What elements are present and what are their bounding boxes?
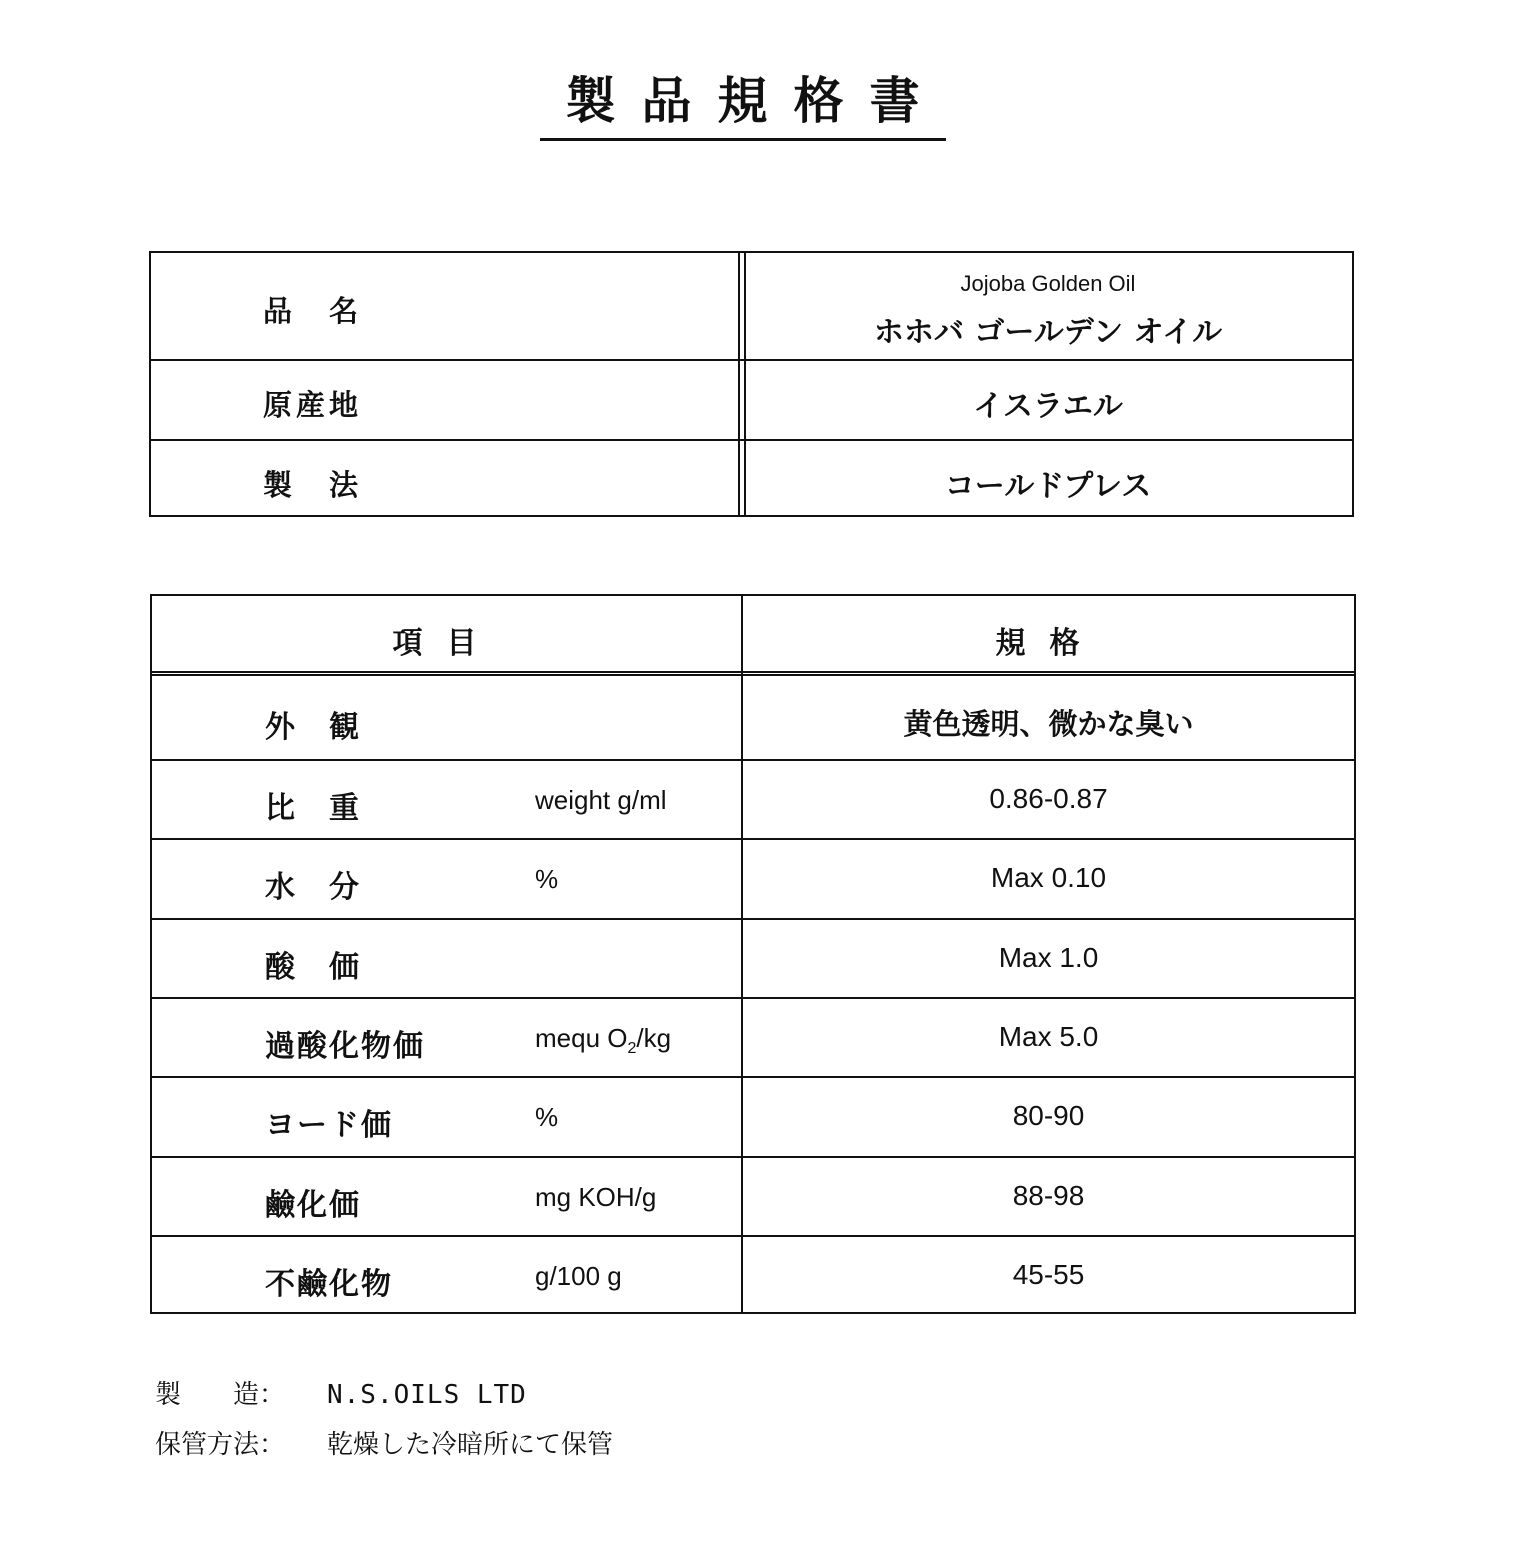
info-row-product-name xyxy=(151,253,1352,359)
spec-table-header xyxy=(152,596,1354,676)
spec-row-peroxide-value xyxy=(152,997,1354,1076)
spec-row-moisture xyxy=(152,838,1354,917)
spec-value: 0.86-0.87 xyxy=(989,783,1108,814)
spec-value: Max 1.0 xyxy=(998,942,1099,973)
manufacturer-label: 製 造： xyxy=(155,1380,286,1410)
spec-value: Max 0.10 xyxy=(990,862,1107,893)
spec-value: Max 5.0 xyxy=(998,1021,1099,1052)
header-spec: 規格 xyxy=(995,626,1104,661)
page-title-text: 製品規格書 xyxy=(540,66,946,141)
spec-row-acid-value xyxy=(152,918,1354,997)
spec-row-iodine-value xyxy=(152,1076,1354,1155)
spec-row-specific-gravity xyxy=(152,759,1354,838)
spec-unit-pre: mequ O xyxy=(535,1023,628,1053)
spec-name: 外 観 xyxy=(265,710,361,745)
spec-unit xyxy=(535,1023,671,1058)
product-name-jp: ホホバ ゴールデン オイル xyxy=(873,315,1223,350)
spec-name: 過酸化物価 xyxy=(265,1029,425,1064)
spec-name: 酸 価 xyxy=(265,950,361,985)
spec-value: 45-55 xyxy=(1012,1259,1085,1290)
method-value: コールドプレス xyxy=(944,469,1152,504)
spec-unit: % xyxy=(535,864,559,894)
spec-unit: mg KOH/g xyxy=(535,1182,657,1212)
spec-table xyxy=(150,594,1356,1314)
page-title xyxy=(0,66,1485,141)
spec-name: 不鹼化物 xyxy=(265,1267,393,1302)
spec-name: ヨード価 xyxy=(265,1108,393,1143)
storage-label: 保管方法： xyxy=(155,1430,286,1460)
spec-name: 比 重 xyxy=(265,791,361,826)
product-name-en: Jojoba Golden Oil xyxy=(960,271,1136,296)
product-info-table xyxy=(149,251,1354,517)
spec-row-appearance xyxy=(152,680,1354,759)
spec-unit-sub: 2 xyxy=(627,1040,637,1058)
product-name-label: 品 名 xyxy=(263,294,363,328)
spec-row-saponification-value xyxy=(152,1156,1354,1235)
spec-value: 80-90 xyxy=(1012,1100,1085,1131)
spec-value: 黄色透明、微かな臭い xyxy=(903,707,1194,741)
spec-row-unsaponifiable xyxy=(152,1235,1354,1314)
spec-unit: % xyxy=(535,1102,559,1132)
spec-unit-post: /kg xyxy=(636,1023,672,1053)
spec-name: 鹼化価 xyxy=(265,1188,361,1223)
info-row-method xyxy=(151,439,1352,517)
method-label: 製 法 xyxy=(263,468,363,502)
manufacturer-value: N.S.OILS LTD xyxy=(327,1380,527,1410)
spec-unit: g/100 g xyxy=(535,1261,622,1291)
spec-value: 88-98 xyxy=(1012,1180,1085,1211)
spec-name: 水 分 xyxy=(265,870,361,905)
origin-label: 原産地 xyxy=(263,388,363,422)
header-item: 項目 xyxy=(392,626,501,661)
storage-value: 乾燥した冷暗所にて保管 xyxy=(327,1430,614,1460)
info-row-origin xyxy=(151,359,1352,439)
footer-manufacturer xyxy=(155,1374,527,1411)
spec-unit: weight g/ml xyxy=(535,785,667,815)
origin-value: イスラエル xyxy=(973,389,1123,424)
footer-storage xyxy=(155,1424,613,1461)
